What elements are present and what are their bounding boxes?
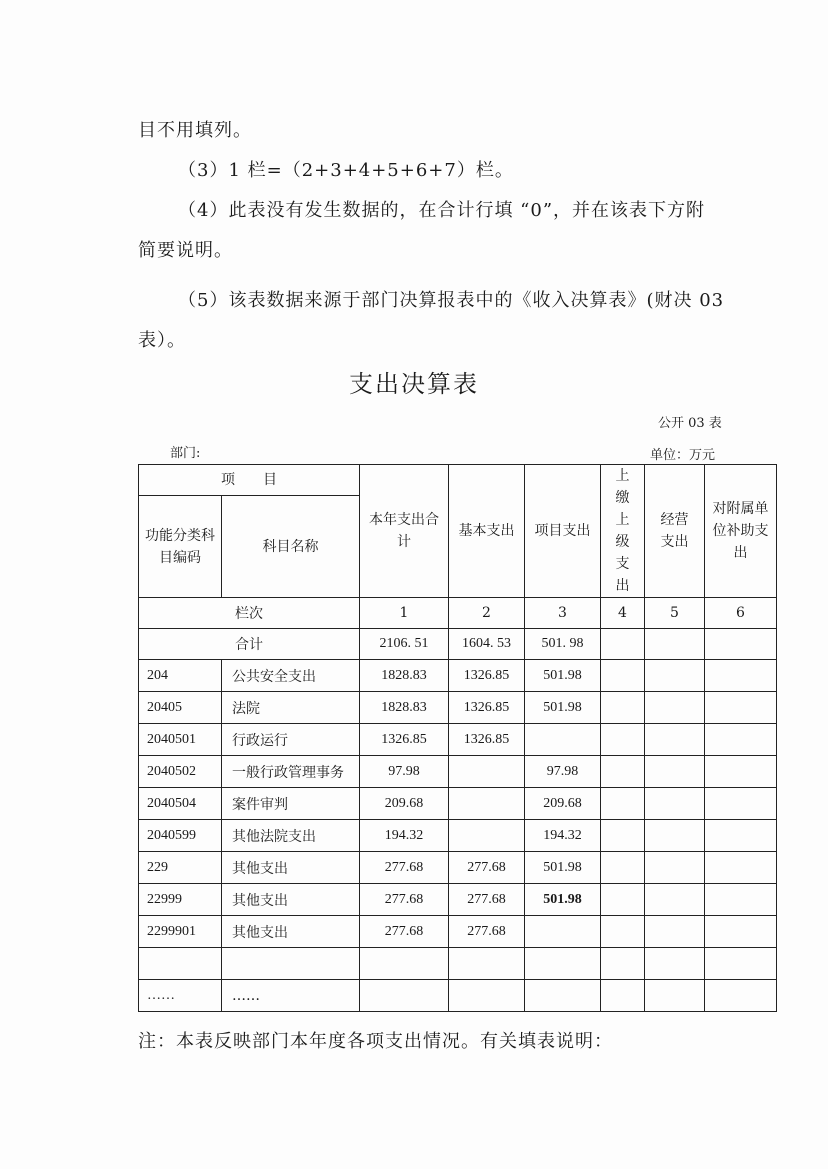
value-cell: 194.32 xyxy=(525,820,601,852)
code-cell: 22999 xyxy=(139,884,222,916)
value-cell xyxy=(645,724,705,756)
name-cell: 其他法院支出 xyxy=(222,820,360,852)
intro-line-1: 目不用填列。 xyxy=(138,120,252,141)
value-cell xyxy=(645,948,705,980)
name-cell: 行政运行 xyxy=(222,724,360,756)
value-cell xyxy=(360,980,449,1012)
value-cell xyxy=(705,948,777,980)
code-cell xyxy=(139,948,222,980)
value-cell xyxy=(449,980,525,1012)
total-cell xyxy=(645,629,705,660)
value-cell: 1326.85 xyxy=(449,692,525,724)
value-cell: 277.68 xyxy=(360,916,449,948)
seq-cell: 6 xyxy=(705,598,777,629)
header-code: 功能分类科目编码 xyxy=(139,496,222,598)
table-row xyxy=(139,948,777,980)
table-row xyxy=(139,852,777,884)
value-cell xyxy=(525,980,601,1012)
total-cell xyxy=(601,629,645,660)
value-cell: 277.68 xyxy=(449,852,525,884)
seq-cell: 2 xyxy=(449,598,525,629)
intro-line-6: 表）。 xyxy=(138,330,186,351)
value-cell xyxy=(525,724,601,756)
total-cell: 501. 98 xyxy=(525,629,601,660)
name-cell: 其他支出 xyxy=(222,916,360,948)
value-cell xyxy=(645,788,705,820)
department-label: 部门: xyxy=(170,446,201,461)
header-upper: 上缴上级支出 xyxy=(601,465,645,598)
name-cell xyxy=(222,948,360,980)
table-row xyxy=(139,820,777,852)
value-cell: 501.98 xyxy=(525,660,601,692)
value-cell: 501.98 xyxy=(525,692,601,724)
table-row xyxy=(139,660,777,692)
code-cell: 2040504 xyxy=(139,788,222,820)
code-cell: 229 xyxy=(139,852,222,884)
table-note: 注：本表反映部门本年度各项支出情况。有关填表说明： xyxy=(138,1031,613,1052)
code-cell: 2040501 xyxy=(139,724,222,756)
total-cell xyxy=(705,629,777,660)
value-cell xyxy=(525,948,601,980)
value-cell xyxy=(705,916,777,948)
total-cell: 2106. 51 xyxy=(360,629,449,660)
seq-cell: 4 xyxy=(601,598,645,629)
intro-line-2: （3）1 栏=（2+3+4+5+6+7）栏。 xyxy=(178,160,514,181)
value-cell xyxy=(645,660,705,692)
value-cell: 1326.85 xyxy=(360,724,449,756)
value-cell xyxy=(601,852,645,884)
value-cell xyxy=(705,852,777,884)
value-cell xyxy=(705,820,777,852)
name-cell: 公共安全支出 xyxy=(222,660,360,692)
header-project: 项 目 xyxy=(139,465,360,496)
value-cell xyxy=(601,980,645,1012)
value-cell xyxy=(705,692,777,724)
value-cell: 501.98 xyxy=(525,884,601,916)
header-subsidy: 对附属单位补助支出 xyxy=(705,465,777,598)
value-cell: 277.68 xyxy=(360,852,449,884)
value-cell xyxy=(449,820,525,852)
value-cell: 1326.85 xyxy=(449,724,525,756)
value-cell xyxy=(601,788,645,820)
name-cell: 其他支出 xyxy=(222,884,360,916)
value-cell xyxy=(449,948,525,980)
intro-line-4: 简要说明。 xyxy=(138,240,233,261)
value-cell: 277.68 xyxy=(449,916,525,948)
value-cell: 501.98 xyxy=(525,852,601,884)
code-cell: 2299901 xyxy=(139,916,222,948)
intro-line-3: （4）此表没有发生数据的，在合计行填 “0”，并在该表下方附 xyxy=(178,200,706,221)
name-cell: 案件审判 xyxy=(222,788,360,820)
form-number: 公开 03 表 xyxy=(658,416,722,431)
value-cell xyxy=(601,916,645,948)
value-cell: 277.68 xyxy=(360,884,449,916)
value-cell xyxy=(601,948,645,980)
value-cell: 194.32 xyxy=(360,820,449,852)
value-cell xyxy=(645,820,705,852)
table-row xyxy=(139,724,777,756)
value-cell: 1828.83 xyxy=(360,692,449,724)
code-cell: 2040502 xyxy=(139,756,222,788)
seq-cell: 3 xyxy=(525,598,601,629)
value-cell xyxy=(525,916,601,948)
value-cell xyxy=(705,660,777,692)
value-cell xyxy=(601,692,645,724)
value-cell xyxy=(705,788,777,820)
value-cell xyxy=(645,884,705,916)
value-cell: 1326.85 xyxy=(449,660,525,692)
code-cell: 20405 xyxy=(139,692,222,724)
table-row xyxy=(139,884,777,916)
seq-cell: 5 xyxy=(645,598,705,629)
table-row xyxy=(139,788,777,820)
name-cell: 一般行政管理事务 xyxy=(222,756,360,788)
name-cell: 其他支出 xyxy=(222,852,360,884)
name-cell: …… xyxy=(222,980,360,1012)
unit-label: 单位：万元 xyxy=(650,448,716,463)
table-row xyxy=(139,692,777,724)
seq-label: 栏次 xyxy=(139,598,360,629)
value-cell xyxy=(705,724,777,756)
code-cell: 204 xyxy=(139,660,222,692)
value-cell xyxy=(705,980,777,1012)
value-cell xyxy=(601,884,645,916)
code-cell: 2040599 xyxy=(139,820,222,852)
value-cell xyxy=(601,820,645,852)
value-cell xyxy=(645,692,705,724)
header-total: 本年支出合计 xyxy=(360,465,449,598)
value-cell xyxy=(601,756,645,788)
value-cell xyxy=(601,660,645,692)
value-cell xyxy=(449,788,525,820)
value-cell xyxy=(645,916,705,948)
page-title: 支出决算表 xyxy=(349,370,479,398)
table-row xyxy=(139,916,777,948)
value-cell xyxy=(705,884,777,916)
header-business: 经营支出 xyxy=(645,465,705,598)
value-cell: 209.68 xyxy=(525,788,601,820)
expenditure-table xyxy=(138,464,777,1012)
value-cell: 1828.83 xyxy=(360,660,449,692)
header-basic: 基本支出 xyxy=(449,465,525,598)
code-cell: …… xyxy=(139,980,222,1012)
table-row xyxy=(139,756,777,788)
value-cell xyxy=(645,756,705,788)
value-cell xyxy=(601,724,645,756)
total-cell: 1604. 53 xyxy=(449,629,525,660)
value-cell xyxy=(705,756,777,788)
value-cell: 277.68 xyxy=(449,884,525,916)
value-cell xyxy=(449,756,525,788)
value-cell: 97.98 xyxy=(360,756,449,788)
value-cell xyxy=(360,948,449,980)
total-label: 合计 xyxy=(139,629,360,660)
value-cell xyxy=(645,980,705,1012)
table-row xyxy=(139,980,777,1012)
value-cell: 209.68 xyxy=(360,788,449,820)
intro-line-5: （5）该表数据来源于部门决算报表中的《收入决算表》(财决 03 xyxy=(178,290,725,311)
name-cell: 法院 xyxy=(222,692,360,724)
header-name: 科目名称 xyxy=(222,496,360,598)
value-cell xyxy=(645,852,705,884)
header-project-expense: 项目支出 xyxy=(525,465,601,598)
seq-cell: 1 xyxy=(360,598,449,629)
value-cell: 97.98 xyxy=(525,756,601,788)
